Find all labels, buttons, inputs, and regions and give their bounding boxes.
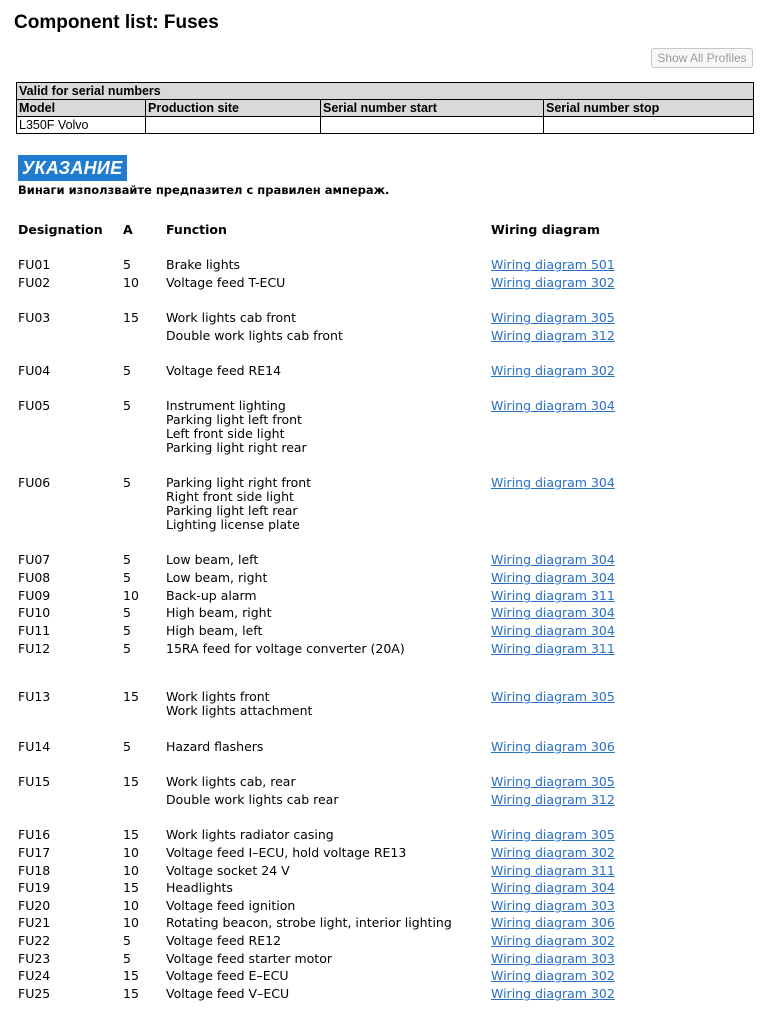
fuse-function: Voltage feed RE14 (166, 363, 282, 378)
cell-production-site (146, 117, 321, 134)
wiring-diagram-link[interactable]: Wiring diagram 304 (491, 605, 615, 620)
wiring-diagram-link[interactable]: Wiring diagram 304 (491, 623, 615, 638)
fuse-function: Double work lights cab front (166, 327, 343, 343)
wiring-diagram-link[interactable]: Wiring diagram 305 (491, 689, 615, 704)
fuse-function: Brake lights (166, 257, 241, 272)
fuse-function: Rotating beacon, strobe light, interior lighting (166, 915, 452, 930)
fuse-designation: FU17 (18, 845, 51, 860)
wiring-diagram-link[interactable]: Wiring diagram 302 (491, 968, 615, 983)
fuse-amperage: 15 (123, 310, 139, 325)
fuse-amperage: 10 (123, 588, 139, 603)
fuse-designation: FU24 (18, 968, 51, 983)
fuse-designation: FU13 (18, 689, 51, 704)
fuse-function: Lighting license plate (166, 517, 300, 532)
fuse-function: 15RA feed for voltage converter (20A) (166, 641, 405, 656)
fuse-amperage: 15 (123, 689, 139, 704)
header-model: Model (17, 100, 146, 117)
fuse-function: Hazard flashers (166, 739, 264, 754)
fuse-amperage: 10 (123, 275, 139, 290)
page-title: Component list: Fuses (14, 12, 219, 33)
wiring-diagram-link[interactable]: Wiring diagram 312 (491, 791, 615, 807)
fuse-amperage: 15 (123, 827, 139, 842)
fuse-designation: FU16 (18, 827, 51, 842)
fuse-function: Work lights front (166, 689, 270, 704)
fuse-function: Low beam, right (166, 570, 268, 585)
notice-text: Винаги използвайте предпазител с правилен ампераж. (18, 183, 390, 197)
wiring-diagram-link[interactable]: Wiring diagram 304 (491, 880, 615, 895)
fuse-function: Voltage feed I–ECU, hold voltage RE13 (166, 845, 407, 860)
fuse-amperage: 15 (123, 774, 139, 789)
wiring-diagram-link[interactable]: Wiring diagram 304 (491, 552, 615, 567)
wiring-diagram-link[interactable]: Wiring diagram 311 (491, 588, 615, 603)
fuse-designation: FU08 (18, 570, 51, 585)
cell-serial-start (321, 117, 544, 134)
fuse-amperage: 10 (123, 863, 139, 878)
fuse-function: Voltage feed RE12 (166, 933, 282, 948)
col-header-designation: Designation (18, 222, 103, 237)
fuse-designation: FU14 (18, 739, 51, 754)
fuse-function: Voltage feed V–ECU (166, 986, 290, 1001)
header-production-site: Production site (146, 100, 321, 117)
fuse-amperage: 5 (123, 475, 131, 490)
fuse-designation: FU18 (18, 863, 51, 878)
fuse-amperage: 5 (123, 641, 131, 656)
serial-numbers-table (16, 82, 754, 134)
fuse-amperage: 5 (123, 739, 131, 754)
fuse-amperage: 5 (123, 363, 131, 378)
fuse-amperage: 5 (123, 951, 131, 966)
fuse-function: Work lights cab, rear (166, 774, 296, 789)
wiring-diagram-link[interactable]: Wiring diagram 501 (491, 257, 615, 272)
header-serial-stop: Serial number stop (544, 100, 754, 117)
fuse-amperage: 10 (123, 915, 139, 930)
fuse-function: Voltage feed T-ECU (166, 275, 286, 290)
wiring-diagram-link[interactable]: Wiring diagram 303 (491, 951, 615, 966)
notice-badge: УКАЗАНИЕ (18, 155, 127, 181)
fuse-designation: FU06 (18, 475, 51, 490)
fuse-designation: FU23 (18, 951, 51, 966)
wiring-diagram-link[interactable]: Wiring diagram 302 (491, 275, 615, 290)
fuse-amperage: 5 (123, 398, 131, 413)
serial-table-caption: Valid for serial numbers (17, 83, 754, 100)
fuse-function: Parking light left rear (166, 503, 298, 518)
fuse-amperage: 10 (123, 845, 139, 860)
wiring-diagram-link[interactable]: Wiring diagram 302 (491, 363, 615, 378)
wiring-diagram-link[interactable]: Wiring diagram 302 (491, 845, 615, 860)
fuse-function: Parking light right front (166, 475, 312, 490)
fuse-amperage: 5 (123, 623, 131, 638)
fuse-designation: FU09 (18, 588, 51, 603)
fuse-function: Work lights cab front (166, 310, 296, 325)
fuse-function: Parking light right rear (166, 440, 307, 455)
wiring-diagram-link[interactable]: Wiring diagram 312 (491, 327, 615, 343)
fuse-designation: FU04 (18, 363, 51, 378)
cell-serial-stop (544, 117, 754, 134)
fuse-designation: FU05 (18, 398, 51, 413)
fuse-function: Work lights attachment (166, 703, 313, 718)
fuse-designation: FU12 (18, 641, 51, 656)
header-serial-start: Serial number start (321, 100, 544, 117)
fuse-function: Work lights radiator casing (166, 827, 334, 842)
fuse-function: Double work lights cab rear (166, 791, 339, 807)
fuse-function: Parking light left front (166, 412, 302, 427)
fuse-amperage: 5 (123, 605, 131, 620)
fuse-designation: FU02 (18, 275, 51, 290)
fuse-designation: FU20 (18, 898, 51, 913)
fuse-amperage: 5 (123, 552, 131, 567)
wiring-diagram-link[interactable]: Wiring diagram 305 (491, 774, 615, 789)
fuse-designation: FU22 (18, 933, 51, 948)
fuse-function: High beam, right (166, 605, 272, 620)
fuse-designation: FU10 (18, 605, 51, 620)
fuse-function: Right front side light (166, 489, 294, 504)
wiring-diagram-link[interactable]: Wiring diagram 305 (491, 310, 615, 325)
fuse-designation: FU15 (18, 774, 51, 789)
fuse-function: Headlights (166, 880, 233, 895)
fuse-function: Voltage feed starter motor (166, 951, 332, 966)
fuse-function: Voltage feed E–ECU (166, 968, 289, 983)
wiring-diagram-link[interactable]: Wiring diagram 311 (491, 863, 615, 878)
fuse-amperage: 15 (123, 986, 139, 1001)
fuse-amperage: 5 (123, 257, 131, 272)
col-header-function: Function (166, 222, 227, 237)
wiring-diagram-link[interactable]: Wiring diagram 304 (491, 570, 615, 585)
fuse-designation: FU03 (18, 310, 51, 325)
fuse-function: Voltage socket 24 V (166, 863, 290, 878)
wiring-diagram-link[interactable]: Wiring diagram 311 (491, 641, 615, 656)
wiring-diagram-link[interactable]: Wiring diagram 305 (491, 827, 615, 842)
fuse-amperage: 10 (123, 898, 139, 913)
show-all-profiles-button[interactable]: Show All Profiles (651, 48, 753, 68)
fuse-function: Voltage feed ignition (166, 898, 296, 913)
wiring-diagram-link[interactable]: Wiring diagram 303 (491, 898, 615, 913)
wiring-diagram-link[interactable]: Wiring diagram 304 (491, 475, 615, 490)
fuse-designation: FU01 (18, 257, 51, 272)
fuse-function: Left front side light (166, 426, 285, 441)
wiring-diagram-link[interactable]: Wiring diagram 302 (491, 933, 615, 948)
fuse-function: Low beam, left (166, 552, 259, 567)
fuse-designation: FU19 (18, 880, 51, 895)
fuse-amperage: 15 (123, 880, 139, 895)
fuse-function: Back-up alarm (166, 588, 257, 603)
wiring-diagram-link[interactable]: Wiring diagram 304 (491, 398, 615, 413)
fuse-designation: FU25 (18, 986, 51, 1001)
wiring-diagram-link[interactable]: Wiring diagram 302 (491, 986, 615, 1001)
fuse-amperage: 5 (123, 570, 131, 585)
col-header-wiring-diagram: Wiring diagram (491, 222, 600, 237)
fuse-function: Instrument lighting (166, 398, 286, 413)
fuse-function: High beam, left (166, 623, 263, 638)
fuse-designation: FU21 (18, 915, 51, 930)
wiring-diagram-link[interactable]: Wiring diagram 306 (491, 739, 615, 754)
col-header-amp: A (123, 222, 133, 237)
wiring-diagram-link[interactable]: Wiring diagram 306 (491, 915, 615, 930)
fuse-designation: FU07 (18, 552, 51, 567)
cell-model: L350F Volvo (17, 117, 146, 134)
fuse-designation: FU11 (18, 623, 51, 638)
fuse-amperage: 5 (123, 933, 131, 948)
fuse-amperage: 15 (123, 968, 139, 983)
